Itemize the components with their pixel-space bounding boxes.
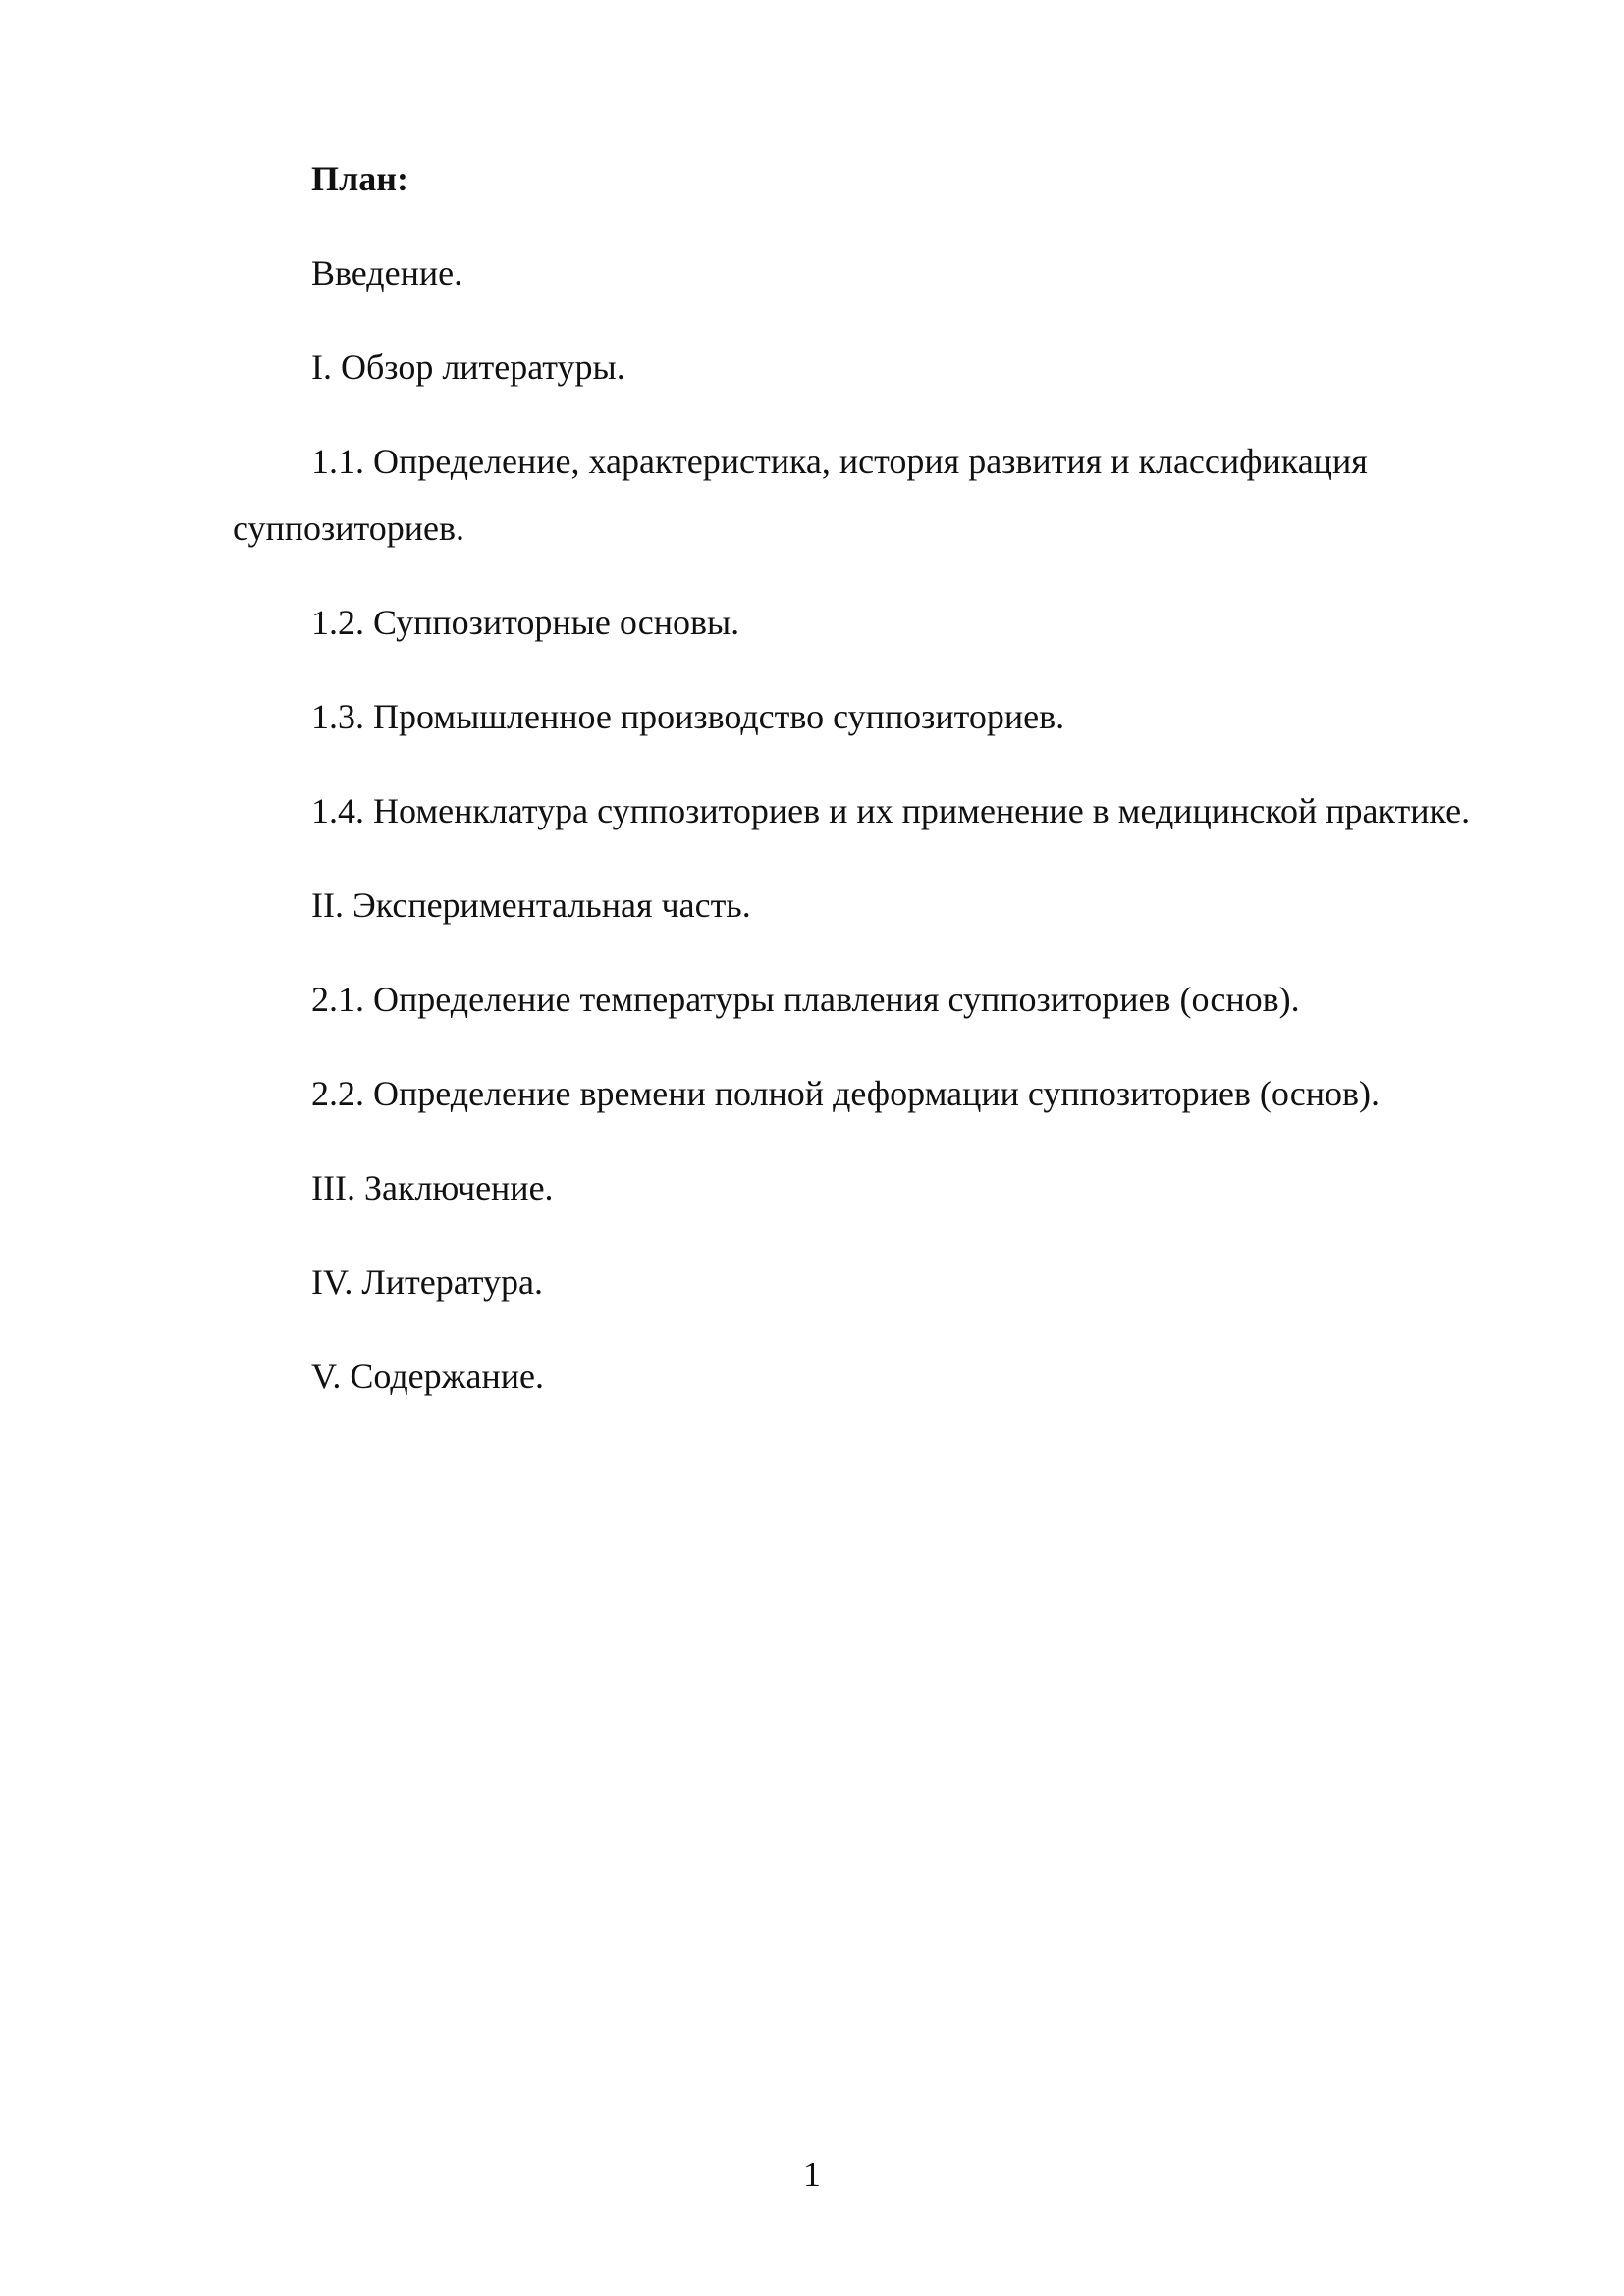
toc-item-1-4: 1.4. Номенклатура суппозиториев и их применение в медицинской практике.	[311, 791, 1471, 830]
page-content	[233, 145, 1474, 1437]
toc-item-literature: IV. Литература.	[311, 1262, 544, 1302]
plan-heading: План:	[311, 159, 408, 198]
toc-item-1-1: 1.1. Определение, характеристика, история развития и классификация суппозиториев.	[233, 442, 1368, 548]
toc-item-conclusion: III. Заключение.	[311, 1168, 554, 1207]
toc-item-2-1: 2.1. Определение температуры плавления суппозиториев (основ).	[311, 980, 1300, 1019]
toc-item-contents: V. Содержание.	[311, 1357, 544, 1396]
toc-item-1-3: 1.3. Промышленное производство суппозиториев.	[311, 697, 1065, 736]
table-of-contents	[233, 240, 1474, 1410]
toc-item-literature-review: I. Обзор литературы.	[311, 347, 625, 387]
page-number: 1	[803, 2155, 821, 2194]
toc-item-1-2: 1.2. Суппозиторные основы.	[311, 603, 740, 642]
toc-item-introduction: Введение.	[311, 253, 463, 293]
toc-item-2-2: 2.2. Определение времени полной деформации суппозиториев (основ).	[311, 1074, 1380, 1113]
toc-item-experimental-part: II. Экспериментальная часть.	[311, 885, 751, 925]
